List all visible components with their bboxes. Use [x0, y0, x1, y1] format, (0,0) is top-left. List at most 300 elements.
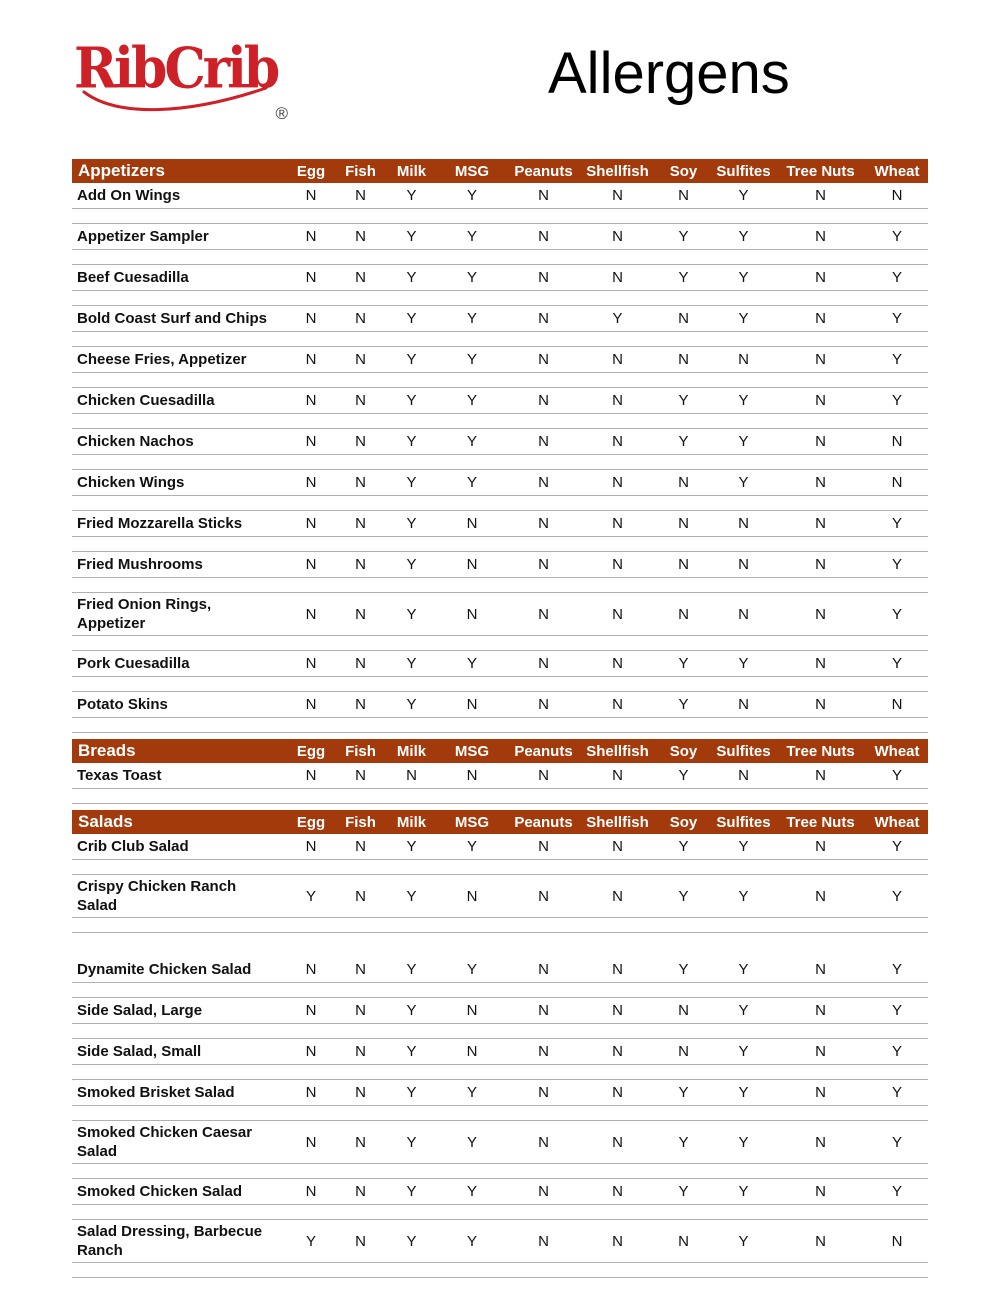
allergen-value: Y	[738, 1183, 749, 1200]
table-row	[72, 265, 928, 291]
item-name: Smoked Brisket Salad	[77, 1084, 235, 1101]
allergen-value: Y	[738, 961, 749, 978]
column-header-fish: Fish	[345, 162, 376, 180]
column-header-sulfites: Sulfites	[716, 813, 771, 831]
allergen-value: N	[355, 556, 366, 573]
allergen-value: N	[305, 1084, 317, 1101]
row-spacer	[72, 455, 928, 470]
item-name: Side Salad, Small	[77, 1043, 202, 1060]
allergen-value: N	[678, 1043, 689, 1060]
allergen-value: N	[355, 1232, 366, 1250]
allergen-value: N	[355, 605, 366, 623]
allergen-value: N	[815, 433, 826, 450]
allergen-value: N	[305, 474, 317, 491]
allergen-value: N	[305, 392, 317, 409]
allergen-value: N	[538, 433, 549, 450]
allergen-value: N	[305, 269, 317, 286]
section-header-bar	[72, 810, 928, 834]
table-row	[72, 763, 928, 789]
allergen-value: N	[612, 556, 623, 573]
section-title: Breads	[78, 741, 136, 760]
allergen-value: N	[612, 515, 623, 532]
column-header-sulfites: Sulfites	[716, 162, 771, 180]
allergen-value: N	[815, 887, 826, 905]
item-name: Chicken Cuesadilla	[77, 392, 215, 409]
allergen-value: Y	[678, 1183, 689, 1200]
allergen-value: N	[815, 605, 826, 623]
allergen-value: N	[538, 556, 549, 573]
allergen-value: Y	[406, 605, 417, 623]
allergen-value: N	[305, 655, 317, 672]
row-spacer	[72, 209, 928, 224]
column-header-fish: Fish	[345, 813, 376, 831]
allergen-value: Y	[891, 1133, 902, 1151]
allergen-value: Y	[738, 838, 749, 855]
table-row	[72, 957, 928, 983]
table-row	[72, 388, 928, 414]
allergen-value: N	[815, 556, 826, 573]
table-row	[72, 552, 928, 578]
allergen-value: N	[891, 474, 903, 491]
table-row	[72, 1039, 928, 1065]
allergen-value: Y	[738, 1002, 749, 1019]
allergen-value: N	[612, 474, 623, 491]
allergen-value: Y	[678, 838, 689, 855]
allergen-value: Y	[891, 961, 902, 978]
allergen-value: N	[466, 515, 478, 532]
item-name: Potato Skins	[77, 696, 168, 713]
column-header-peanuts: Peanuts	[514, 162, 573, 180]
row-spacer	[72, 860, 928, 875]
allergen-value: Y	[466, 655, 477, 672]
allergen-value: N	[891, 696, 903, 713]
allergen-value: N	[678, 1232, 689, 1250]
allergen-value: Y	[406, 269, 417, 286]
allergen-value: N	[538, 1043, 549, 1060]
allergen-value: N	[355, 887, 366, 905]
allergen-value: N	[305, 187, 317, 204]
allergen-value: N	[738, 696, 749, 713]
allergen-value: N	[815, 767, 826, 784]
section-title: Salads	[78, 812, 133, 831]
allergen-value: N	[466, 556, 478, 573]
column-header-soy: Soy	[669, 742, 698, 760]
allergen-value: N	[305, 838, 317, 855]
allergen-value: Y	[406, 696, 417, 713]
allergen-value: N	[538, 1002, 549, 1019]
allergen-value: Y	[891, 767, 902, 784]
section-salads	[72, 810, 928, 1278]
allergen-value: N	[612, 228, 623, 245]
allergen-value: N	[678, 556, 689, 573]
row-spacer	[72, 918, 928, 933]
allergen-value: Y	[678, 1084, 689, 1101]
row-spacer	[72, 636, 928, 651]
table-row	[72, 692, 928, 718]
allergen-value: Y	[466, 838, 477, 855]
allergen-value: N	[538, 655, 549, 672]
allergen-value: Y	[406, 1183, 417, 1200]
allergen-value: N	[678, 187, 689, 204]
allergen-value: N	[815, 474, 826, 491]
row-spacer	[72, 1205, 928, 1220]
column-header-shellfish: Shellfish	[586, 162, 649, 180]
table-row	[72, 1220, 928, 1263]
allergen-value: N	[466, 1043, 478, 1060]
column-header-soy: Soy	[669, 162, 698, 180]
allergen-value: N	[815, 1232, 826, 1250]
logo-text: RibCrib	[74, 35, 278, 102]
allergen-value: N	[466, 767, 478, 784]
allergen-value: N	[738, 556, 749, 573]
row-spacer	[72, 250, 928, 265]
allergen-value: N	[538, 269, 549, 286]
allergen-value: Y	[406, 1043, 417, 1060]
allergen-value: N	[891, 187, 903, 204]
allergen-value: N	[538, 696, 549, 713]
allergen-value: N	[538, 961, 549, 978]
row-spacer	[72, 983, 928, 998]
allergen-value: N	[815, 1183, 826, 1200]
table-row	[72, 651, 928, 677]
allergen-value: Y	[678, 961, 689, 978]
allergen-value: N	[355, 961, 366, 978]
item-name: Salad Dressing, Barbecue Ranch	[77, 1223, 263, 1259]
item-name: Chicken Wings	[77, 474, 185, 491]
allergen-value: N	[355, 228, 366, 245]
allergen-value: Y	[891, 310, 902, 327]
allergen-value: N	[406, 767, 417, 784]
allergen-value: N	[538, 1183, 549, 1200]
allergen-value: N	[815, 1043, 826, 1060]
allergen-value: N	[355, 838, 366, 855]
allergen-value: Y	[466, 1183, 477, 1200]
row-spacer	[72, 677, 928, 692]
allergen-value: Y	[406, 228, 417, 245]
table-row	[72, 183, 928, 209]
allergen-value: N	[815, 515, 826, 532]
allergen-value: N	[815, 392, 826, 409]
allergen-value: Y	[466, 310, 477, 327]
allergen-value: N	[612, 187, 623, 204]
allergen-value: N	[466, 696, 478, 713]
allergen-value: N	[612, 605, 623, 623]
allergen-value: N	[738, 767, 749, 784]
column-header-msg: MSG	[454, 162, 490, 180]
column-header-tree-nuts: Tree Nuts	[786, 813, 855, 831]
item-name: Add On Wings	[77, 187, 181, 204]
column-header-milk: Milk	[396, 162, 427, 180]
allergen-value: Y	[406, 961, 417, 978]
allergen-value: Y	[891, 1183, 902, 1200]
allergen-value: N	[305, 310, 317, 327]
item-name: Crispy Chicken Ranch Salad	[77, 878, 237, 914]
table-row	[72, 429, 928, 455]
item-name: Texas Toast	[77, 767, 162, 784]
row-spacer	[72, 1164, 928, 1179]
item-name: Chicken Nachos	[77, 433, 194, 450]
item-name: Pork Cuesadilla	[77, 655, 190, 672]
table-row	[72, 875, 928, 918]
allergen-value: Y	[891, 228, 902, 245]
allergen-value: N	[678, 474, 689, 491]
allergen-value: N	[815, 961, 826, 978]
allergen-value: Y	[738, 269, 749, 286]
allergen-value: N	[612, 838, 623, 855]
allergen-value: N	[355, 392, 366, 409]
section-header-bar	[72, 159, 928, 183]
allergen-value: N	[612, 433, 623, 450]
column-header-msg: MSG	[454, 813, 490, 831]
allergen-value: N	[612, 696, 623, 713]
table-row	[72, 224, 928, 250]
allergen-value: Y	[466, 351, 477, 368]
registered-trademark-icon: ®	[275, 104, 288, 123]
allergen-value: Y	[738, 310, 749, 327]
allergen-value: N	[815, 838, 826, 855]
allergen-value: N	[355, 474, 366, 491]
column-header-shellfish: Shellfish	[586, 813, 649, 831]
row-spacer	[72, 373, 928, 388]
column-header-sulfites: Sulfites	[716, 742, 771, 760]
allergen-value: Y	[406, 515, 417, 532]
table-row	[72, 998, 928, 1024]
allergen-value: Y	[738, 1084, 749, 1101]
allergen-value: Y	[466, 961, 477, 978]
item-name: Fried Mozzarella Sticks	[77, 515, 243, 532]
item-name: Dynamite Chicken Salad	[77, 961, 252, 978]
allergen-value: N	[538, 351, 549, 368]
allergen-value: N	[538, 392, 549, 409]
allergen-value: N	[815, 228, 826, 245]
table-row	[72, 593, 928, 636]
allergen-value: N	[891, 1232, 903, 1250]
allergen-value: Y	[891, 1002, 902, 1019]
column-header-soy: Soy	[669, 813, 698, 831]
allergen-value: Y	[612, 310, 623, 327]
row-spacer	[72, 789, 928, 804]
allergen-value: N	[815, 351, 826, 368]
allergen-value: Y	[891, 392, 902, 409]
page-header	[0, 0, 1000, 159]
allergen-value: N	[538, 474, 549, 491]
allergen-value: N	[538, 1232, 549, 1250]
allergen-value: N	[466, 605, 478, 623]
allergen-value: N	[678, 605, 689, 623]
allergen-value: N	[355, 351, 366, 368]
allergen-value: Y	[891, 515, 902, 532]
allergen-value: N	[815, 1002, 826, 1019]
allergen-value: N	[355, 1002, 366, 1019]
allergen-value: N	[355, 433, 366, 450]
allergen-value: N	[538, 187, 549, 204]
allergen-value: Y	[891, 887, 902, 905]
allergen-value: N	[612, 1043, 623, 1060]
page-title: Allergens	[548, 41, 790, 106]
allergen-value: N	[612, 655, 623, 672]
table-row	[72, 1080, 928, 1106]
allergen-value: Y	[406, 1232, 417, 1250]
section-breads	[72, 739, 928, 804]
allergen-value: Y	[466, 392, 477, 409]
allergen-value: Y	[678, 433, 689, 450]
allergen-value: Y	[738, 655, 749, 672]
allergen-value: N	[355, 187, 366, 204]
allergen-value: N	[305, 1002, 317, 1019]
allergen-value: Y	[891, 269, 902, 286]
allergen-value: N	[305, 351, 317, 368]
row-spacer	[72, 1024, 928, 1039]
allergen-value: Y	[678, 696, 689, 713]
allergen-value: N	[612, 392, 623, 409]
allergen-value: Y	[406, 1084, 417, 1101]
allergen-value: Y	[305, 1232, 316, 1250]
allergen-value: N	[612, 1133, 623, 1151]
row-spacer	[72, 496, 928, 511]
allergen-value: N	[612, 1183, 623, 1200]
column-header-wheat: Wheat	[874, 162, 920, 180]
allergen-value: Y	[406, 392, 417, 409]
column-header-peanuts: Peanuts	[514, 813, 573, 831]
allergen-value: N	[538, 228, 549, 245]
allergen-value: Y	[738, 187, 749, 204]
allergen-value: N	[466, 1002, 478, 1019]
allergen-value: N	[305, 515, 317, 532]
allergen-value: Y	[891, 655, 902, 672]
table-row	[72, 306, 928, 332]
allergen-value: N	[678, 310, 689, 327]
allergen-value: Y	[466, 1232, 477, 1250]
item-name: Fried Onion Rings, Appetizer	[77, 596, 212, 632]
row-spacer	[72, 414, 928, 429]
column-header-fish: Fish	[345, 742, 376, 760]
allergen-value: N	[305, 961, 317, 978]
allergen-value: Y	[466, 433, 477, 450]
allergen-value: N	[355, 269, 366, 286]
column-header-wheat: Wheat	[874, 742, 920, 760]
allergen-value: N	[612, 767, 623, 784]
allergen-value: N	[305, 1183, 317, 1200]
section-title: Appetizers	[78, 161, 165, 180]
allergen-value: N	[355, 515, 366, 532]
allergen-value: N	[538, 767, 549, 784]
allergen-value: N	[815, 696, 826, 713]
allergen-value: N	[815, 310, 826, 327]
allergen-value: N	[466, 887, 478, 905]
allergen-value: N	[538, 838, 549, 855]
allergen-value: Y	[406, 1002, 417, 1019]
item-name: Appetizer Sampler	[77, 228, 209, 245]
item-name: Cheese Fries, Appetizer	[77, 351, 247, 368]
allergen-value: N	[355, 1133, 366, 1151]
allergen-value: Y	[406, 187, 417, 204]
row-spacer	[72, 1065, 928, 1080]
allergen-value: Y	[738, 228, 749, 245]
allergen-value: N	[305, 433, 317, 450]
allergen-value: Y	[466, 187, 477, 204]
allergen-value: Y	[305, 887, 316, 905]
allergen-value: Y	[738, 887, 749, 905]
allergen-value: N	[355, 655, 366, 672]
allergen-value: N	[815, 1084, 826, 1101]
allergen-value: Y	[738, 1133, 749, 1151]
allergen-value: N	[612, 1084, 623, 1101]
allergen-value: N	[815, 187, 826, 204]
column-header-tree-nuts: Tree Nuts	[786, 162, 855, 180]
allergen-value: Y	[738, 474, 749, 491]
allergen-value: N	[538, 515, 549, 532]
allergen-value: Y	[891, 556, 902, 573]
allergen-value: Y	[466, 1084, 477, 1101]
allergen-value: N	[612, 887, 623, 905]
ribcrib-logo	[74, 35, 288, 126]
row-extra-gap	[72, 933, 928, 957]
allergen-value: N	[538, 887, 549, 905]
allergen-value: Y	[406, 310, 417, 327]
allergen-value: Y	[891, 1084, 902, 1101]
allergen-value: Y	[678, 228, 689, 245]
allergen-value: N	[738, 351, 749, 368]
allergen-value: N	[538, 1133, 549, 1151]
allergen-value: Y	[678, 1133, 689, 1151]
allergen-value: N	[738, 605, 749, 623]
allergen-value: N	[305, 1133, 317, 1151]
row-spacer	[72, 718, 928, 733]
allergen-value: Y	[406, 433, 417, 450]
section-header-bar	[72, 739, 928, 763]
allergen-value: Y	[891, 351, 902, 368]
allergen-value: N	[678, 1002, 689, 1019]
allergen-value: Y	[891, 1043, 902, 1060]
allergen-value: Y	[678, 392, 689, 409]
allergen-value: N	[891, 433, 903, 450]
item-name: Crib Club Salad	[77, 838, 189, 855]
allergen-value: N	[538, 1084, 549, 1101]
allergen-value: N	[678, 351, 689, 368]
allergen-value: Y	[466, 1133, 477, 1151]
column-header-milk: Milk	[396, 813, 427, 831]
column-header-egg: Egg	[296, 162, 326, 180]
item-name: Smoked Chicken Salad	[77, 1183, 243, 1200]
allergen-value: N	[815, 269, 826, 286]
allergen-value: Y	[738, 392, 749, 409]
allergen-value: N	[305, 605, 317, 623]
row-spacer	[72, 332, 928, 347]
allergen-value: N	[355, 1183, 366, 1200]
allergen-value: N	[305, 228, 317, 245]
allergen-value: N	[538, 310, 549, 327]
allergen-value: N	[678, 515, 689, 532]
row-spacer	[72, 578, 928, 593]
allergen-value: N	[612, 1232, 623, 1250]
allergen-value: N	[538, 605, 549, 623]
allergen-value: Y	[406, 474, 417, 491]
allergen-tables	[72, 159, 928, 1278]
table-row	[72, 511, 928, 537]
allergen-value: Y	[406, 556, 417, 573]
allergen-value: N	[305, 556, 317, 573]
row-spacer	[72, 1106, 928, 1121]
allergen-value: Y	[738, 433, 749, 450]
column-header-tree-nuts: Tree Nuts	[786, 742, 855, 760]
allergen-value: N	[355, 696, 366, 713]
allergen-value: N	[355, 1043, 366, 1060]
allergen-value: Y	[406, 1133, 417, 1151]
column-header-wheat: Wheat	[874, 813, 920, 831]
allergen-value: N	[612, 1002, 623, 1019]
row-spacer	[72, 1263, 928, 1278]
allergen-value: N	[305, 767, 317, 784]
